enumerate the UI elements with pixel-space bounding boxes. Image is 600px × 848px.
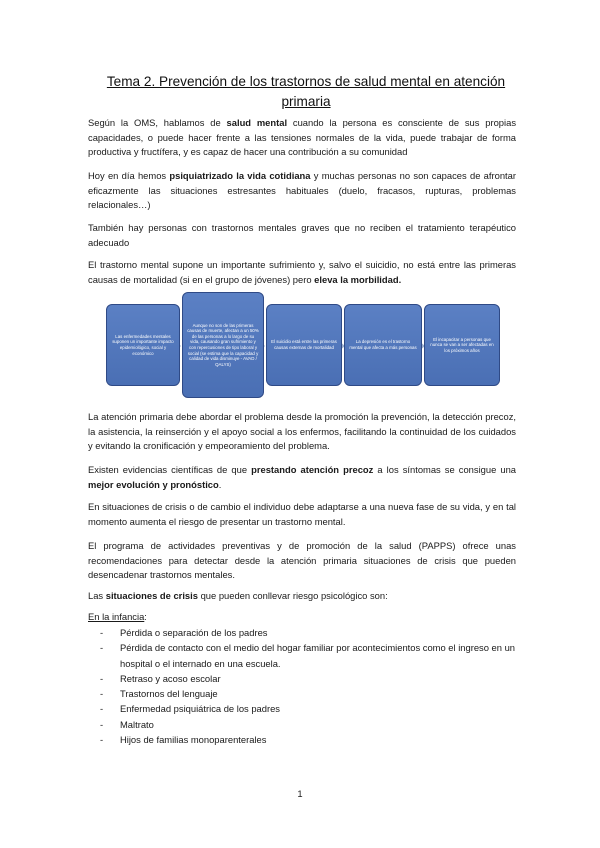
list-item: - Retraso y acoso escolar (100, 672, 221, 684)
bold-term: salud mental (226, 117, 288, 128)
list-item: - Enfermedad psiquiátrica de los padres (100, 703, 280, 715)
crisis-list (100, 625, 516, 747)
bold-term: mejor evolución y pronóstico (88, 478, 219, 490)
process-diagram (104, 290, 500, 402)
paragraph-crisis-list-intro: Las situaciones de crisis que pueden conllevar riesgo psicológico son: (88, 590, 388, 601)
bold-term: situaciones de crisis (105, 590, 198, 601)
list-item: - Hijos de familias monoparenterales (100, 734, 267, 746)
paragraph-severe-disorders: También hay personas con trastornos mentales graves que no reciben el tratamiento terapéutico adecuado (88, 222, 516, 248)
paragraph-primary-care: La atención primaria debe abordar el problema desde la promoción la prevención, la detección precoz, la asistencia, la reinserción y el apoyo social a los enfermos, facilitando la continuidad de los cuidados y evitando la cronificación y empeoramiento del problema. (88, 411, 516, 452)
diagram-box: Las enfermedades mentales suponen un importante impacto epidemiológico, social y económico (106, 304, 180, 386)
diagram-box: El suicidio está entre las primeras causas externas de mortalidad (266, 304, 342, 386)
diagram-box: La depresión es el trastorno mental que afecta a más personas (344, 304, 422, 386)
paragraph-evidence: Existen evidencias científicas de que prestando atención precoz a los síntomas se consigue una mejor evolución y pronóstico. (88, 464, 517, 490)
paragraph-psychiatrization: Hoy en día hemos psiquiatrizado la vida cotidiana y muchas personas no son capaces de afrontar eficazmente las situaciones estresantes habituales (duelo, fracasos, rupturas, problemas relacionales…) (88, 170, 516, 211)
list-item: - Maltrato (100, 718, 154, 730)
bold-term: prestando atención precoz (251, 464, 374, 475)
list-item: - Pérdida o separación de los padres (100, 627, 268, 638)
page-number: 1 (297, 788, 303, 799)
page-title: Tema 2. Prevención de los trastornos de salud mental en atención primaria (106, 74, 506, 109)
bold-term: eleva la morbilidad. (314, 273, 402, 285)
diagram-box: Aunque no son de las primeras causas de muerte, afectan a un 50% de las personas a lo largo de su vida, causando gran sufrimiento y con repercusiones de tipo laboral y social (se estima que la capacidad y calidad de vida disminuye - AVAD / QALYS) (182, 292, 264, 398)
section-subheading: En la infancia: (88, 611, 147, 622)
paragraph-definition: Según la OMS, hablamos de salud mental cuando la persona es consciente de sus propias capacidades, o puede hacer frente a las tensiones normales de la vida, puede trabajar de forma productiva y fructífera, y es capaz de hacer una contribución a su comunidad (88, 117, 517, 158)
bold-term: psiquiatrizado la vida cotidiana (169, 170, 311, 181)
list-item: - Trastornos del lenguaje (100, 688, 218, 700)
paragraph-papps: El programa de actividades preventivas y de promoción de la salud (PAPPS) ofrece unas recomendaciones para detectar desde la atención primaria situaciones de crisis que pueden desencadenar trastornos mentales. (88, 540, 516, 581)
paragraph-crisis-situations: En situaciones de crisis o de cambio el individuo debe adaptarse a una nueva fase de su vida, y en tal momento aumenta el riesgo de presentar un trastorno mental. (88, 501, 516, 527)
list-item: - Pérdida de contacto con el medio del hogar familiar por acontecimientos como el ingreso en un hospital o el internado en una escuela. (100, 642, 516, 669)
paragraph-morbidity: El trastorno mental supone un importante sufrimiento y, salvo el suicidio, no está entre las primeras causas de mortalidad (si en el grupo de jóvenes) pero eleva la morbilidad. (88, 259, 516, 285)
diagram-box: El incapacitar a personas que nunca se van a ser afectadas en los próximos años (424, 304, 500, 386)
